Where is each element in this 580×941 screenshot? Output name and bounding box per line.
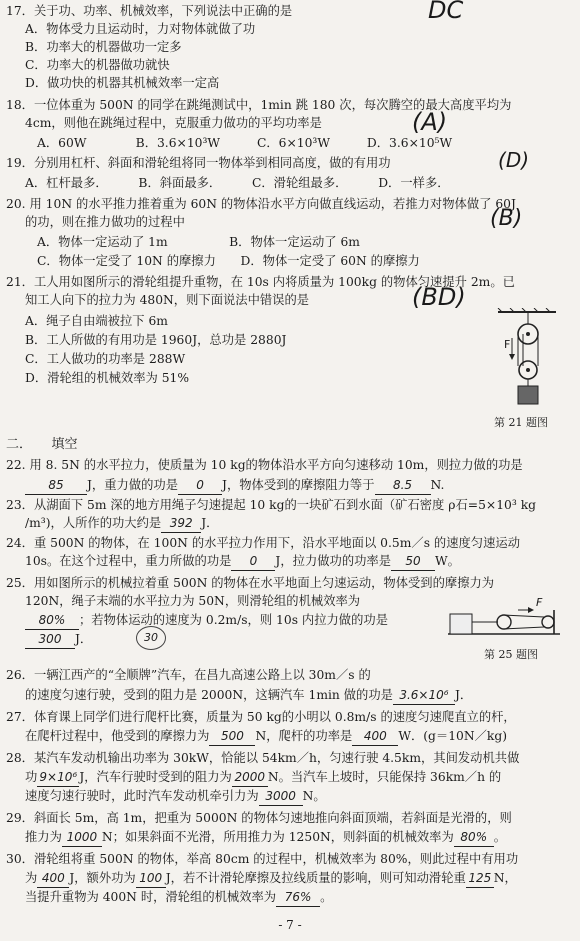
figure-25-caption: 第 25 题图 — [484, 648, 538, 661]
handwritten-answer-26: 3.6×10⁶ — [399, 688, 449, 702]
handwritten-answer-28-1: 9×10⁶ — [39, 770, 78, 784]
question-21-option-d: D．滑轮组的机械效率为 51% — [25, 371, 190, 385]
handwritten-answer-30-1: 400 — [41, 871, 65, 885]
figure-25-pulley-diagram — [448, 600, 562, 640]
handwritten-answer-28-3: 3000 — [265, 789, 296, 803]
handwritten-answer-28-2: 2000 — [234, 770, 266, 784]
question-20-options-ab: A．物体一定运动了 1m B．物体一定运动了 6m — [37, 235, 360, 249]
handwritten-answer-30-3: 125 — [468, 871, 492, 885]
question-26: 26．一辆江西产的“全顺牌”汽车，在昌九高速公路上以 30m／s 的 — [6, 668, 371, 682]
question-24: 24．重 500N 的物体，在 100N 的水平拉力作用下，沿水平地面以 0.5m／s 的速度匀速运动 — [6, 536, 520, 550]
question-30-line-2: 为 400 J，额外功为 100 J，若不计滑轮摩擦及拉线质量的影响，则可知动滑轮重 125 N， — [0, 869, 580, 888]
question-27-line-2: 在爬杆过程中，他受到的摩擦力为 500 N，爬杆的功率是 400 W．(g＝10N／kg) — [0, 727, 580, 746]
question-25-line-4: 300 J． — [0, 630, 580, 649]
question-25-line-3: 80% ；若物体运动的速度为 0.2m/s，则 10s 内拉力做的功是 — [0, 611, 580, 630]
question-18: 18．一位体重为 500N 的同学在跳绳测试中，1min 跳 180 次，每次腾空的最大高度平均为 — [6, 98, 512, 112]
handwritten-answer-29-2: 80% — [460, 830, 488, 844]
section-fill-in-heading: 二． 填空 — [6, 437, 78, 452]
handwritten-answer-30-2: 100 — [139, 871, 163, 885]
handwritten-answer-24-1: 0 — [249, 554, 258, 568]
question-29-line-2: 推力为 1000 N；如果斜面不光滑，所用推力为 1250N，则斜面的机械效率为 80% 。 — [0, 828, 580, 847]
handwritten-answer-24-2: 50 — [405, 554, 421, 568]
handwritten-answer-17: DC — [428, 0, 464, 24]
question-18-options: A．60W B．3.6×10³W C．6×10³W D．3.6×10⁵W — [37, 136, 453, 150]
question-22-line-2: 85 J，重力做的功是 0 J，物体受到的摩擦阻力等于 8.5 N. — [0, 476, 580, 495]
handwritten-answer-21: (BD) — [412, 283, 466, 311]
handwritten-answer-18: (A) — [412, 108, 448, 136]
figure-21-caption: 第 21 题图 — [494, 416, 548, 429]
handwritten-answer-29-1: 1000 — [66, 830, 98, 844]
question-30: 30．滑轮组将重 500N 的物体，举高 80cm 的过程中，机械效率为 80%，则此过程中有用功 — [6, 852, 519, 866]
question-19: 19．分别用杠杆、斜面和滑轮组将同一物体举到相同高度，做的有用功 — [6, 156, 391, 170]
question-22: 22. 用 8. 5N 的水平拉力，使质量为 10 kg的物体沿水平方向匀速移动 10m，则拉力做的功是 — [6, 458, 523, 472]
question-28: 28．某汽车发动机输出功率为 30kW，恰能以 54km／h，匀速行驶 4.5km，其间发动机共做 — [6, 751, 520, 765]
question-24-line-2: 10s。在这个过程中，重力所做的功是 0 J，拉力做功的功率是 50 W。 — [0, 552, 580, 571]
question-28-line-3: 速度匀速行驶时，此时汽车发动机牵引力为 3000 N。 — [0, 787, 580, 806]
page-number: - 7 - — [278, 918, 302, 932]
question-28-line-2: 功 9×10⁶ J，汽车行驶时受到的阻力为 2000 N。当汽车上坡时，只能保持 36km／h 的 — [0, 768, 580, 787]
question-21-option-c: C．工人做功的功率是 288W — [25, 352, 186, 366]
question-29: 29．斜面长 5m，高 1m，把重为 5000N 的物体匀速地推向斜面顶端，若斜面是光滑的，则 — [6, 811, 512, 825]
question-23-line-2: /m³)，人所作的功大约是 392 J． — [0, 514, 580, 533]
question-21-option-b: B．工人所做的有用功是 1960J，总功是 2880J — [25, 333, 287, 347]
question-23: 23．从湖面下 5m 深的地方用绳子匀速提起 10 kg的一块矿石到水面（矿石密度 ρ石=5×10³ kg — [6, 498, 537, 512]
handwritten-answer-22-2: 0 — [196, 478, 204, 492]
handwritten-answer-27-2: 400 — [363, 729, 387, 743]
question-25-line-2: 120N，绳子末端的水平拉力为 50N，则滑轮组的机械效率为 — [25, 594, 361, 608]
question-27: 27．体育课上同学们进行爬杆比赛，质量为 50 kg的小明以 0.8m/s 的速度匀速爬直立的杆， — [6, 710, 516, 724]
question-17: 17．关于功、功率、机械效率，下列说法中正确的是 — [6, 4, 293, 18]
question-26-line-2: 的速度匀速行驶，受到的阻力是 2000N，这辆汽车 1min 做的功是 3.6×10⁶ J． — [0, 686, 580, 705]
handwritten-answer-25-2: 300 — [38, 632, 62, 646]
question-17-option-c: C．功率大的机器做功就快 — [25, 58, 170, 72]
question-17-option-a: A．物体受力且运动时，力对物体就做了功 — [25, 22, 256, 36]
handwritten-circled-note: 30 — [136, 626, 166, 650]
handwritten-answer-25-1: 80% — [38, 613, 66, 627]
handwritten-answer-27-1: 500 — [221, 729, 244, 743]
question-21: 21．工人用如图所示的滑轮组提升重物，在 10s 内将质量为 100kg 的物体匀速提升 2m。已 — [6, 275, 515, 289]
handwritten-answer-22-3: 8.5 — [392, 478, 413, 492]
question-21-line-2: 知工人向下的拉力为 480N，则下面说法中错误的是 — [25, 293, 310, 307]
question-17-option-b: B．功率大的机器做功一定多 — [25, 40, 182, 54]
handwritten-answer-19: (D) — [498, 148, 530, 172]
handwritten-answer-20: (B) — [490, 206, 523, 231]
question-19-options: A．杠杆最多． B．斜面最多． C．滑轮组最多． D．一样多． — [25, 176, 450, 190]
question-17-option-d: D．做功快的机器其机械效率一定高 — [25, 76, 220, 90]
question-18-line-2: 4cm，则他在跳绳过程中，克服重力做功的平均功率是 — [25, 116, 322, 130]
handwritten-answer-22-1: 85 — [48, 478, 64, 492]
handwritten-answer-30-4: 76% — [284, 890, 312, 904]
figure-21-force-label: F — [504, 338, 511, 351]
handwritten-answer-23: 392 — [169, 516, 193, 530]
question-25: 25．用如图所示的机械拉着重 500N 的物体在水平地面上匀速运动，物体受到的摩擦力为 — [6, 576, 495, 590]
figure-25-force-label: F — [536, 596, 543, 609]
question-20: 20. 用 10N 的水平推力推着重为 60N 的物体沿水平方向做直线运动，若推力对物体做了 60J — [6, 197, 516, 211]
figure-21-pulley-diagram — [492, 308, 562, 410]
question-21-option-a: A．绳子自由端被拉下 6m — [25, 314, 168, 328]
question-30-line-3: 当提升重物为 400N 时，滑轮组的机械效率为 76% 。 — [0, 888, 580, 907]
question-20-options-cd: C．物体一定受了 10N 的摩擦力 D．物体一定受了 60N 的摩擦力 — [37, 254, 420, 268]
question-20-line-2: 的功，则在推力做功的过程中 — [25, 215, 185, 229]
